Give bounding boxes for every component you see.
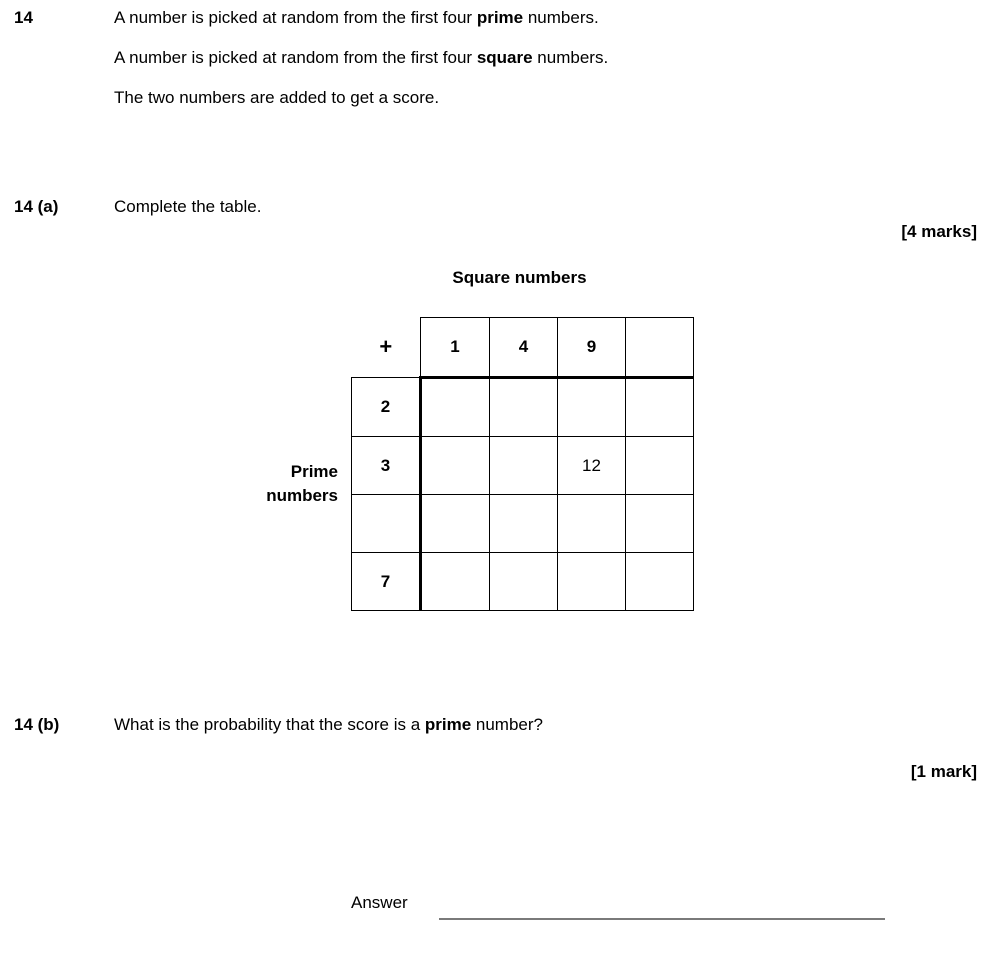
grid-cell-empty[interactable]	[421, 553, 490, 611]
answer-label: Answer	[351, 893, 408, 912]
column-axis-title: Square numbers	[452, 268, 587, 287]
question-line-1-pre: A number is picked at random from the first four	[114, 8, 477, 27]
question-line-2-post: numbers.	[532, 48, 609, 67]
question-line-2-pre: A number is picked at random from the first four	[114, 48, 477, 67]
part-a-text: Complete the table.	[114, 197, 262, 216]
part-a-label: 14 (a)	[14, 197, 59, 216]
row-header-7: 7	[352, 553, 421, 611]
grid-row	[352, 553, 694, 611]
column-header-blank[interactable]	[626, 318, 694, 378]
row-header-blank[interactable]	[352, 495, 421, 553]
grid-row	[352, 378, 694, 437]
part-b-text-pre: What is the probability that the score is a	[114, 715, 425, 734]
grid-cell-empty[interactable]	[558, 495, 626, 553]
question-line-1-bold: prime	[476, 8, 524, 27]
column-header-9: 9	[558, 318, 626, 378]
grid-cell-empty[interactable]	[558, 378, 626, 437]
grid-cell-empty[interactable]	[626, 378, 694, 437]
part-b-label: 14 (b)	[14, 715, 60, 734]
grid-header-row	[352, 318, 694, 378]
question-line-2	[114, 48, 608, 68]
grid-corner-plus-cell: +	[379, 334, 393, 360]
grid-cell-empty[interactable]	[490, 553, 558, 611]
question-line-3-pre: The two numbers are added to get a score.	[114, 88, 440, 107]
row-header-2: 2	[352, 378, 421, 437]
part-b-text	[114, 715, 543, 735]
grid-cell-empty[interactable]	[626, 495, 694, 553]
column-header-1: 1	[421, 318, 490, 378]
row-axis-title-line-2: numbers	[266, 486, 338, 505]
grid-cell-12[interactable]: 12	[558, 437, 626, 495]
question-line-2-bold: square	[476, 48, 533, 67]
part-b-text-post: number?	[471, 715, 543, 734]
part-b-text-bold: prime	[424, 715, 472, 734]
grid-cell-empty[interactable]	[626, 437, 694, 495]
grid-cell-empty[interactable]	[421, 437, 490, 495]
column-header-4: 4	[490, 318, 558, 378]
answer-row	[351, 893, 911, 923]
grid-cell-empty[interactable]	[421, 378, 490, 437]
row-header-3: 3	[352, 437, 421, 495]
sample-space-grid	[351, 317, 694, 611]
grid-cell-empty[interactable]	[421, 495, 490, 553]
question-line-3	[114, 88, 439, 108]
grid-cell-empty[interactable]	[626, 553, 694, 611]
grid-cell-empty[interactable]	[490, 378, 558, 437]
part-b-marks: [1 mark]	[910, 762, 977, 781]
sample-space-table	[351, 317, 694, 611]
question-number: 14	[14, 8, 33, 27]
question-line-1	[114, 8, 599, 28]
answer-write-in-line[interactable]	[439, 918, 885, 920]
grid-row	[352, 495, 694, 553]
grid-cell-empty[interactable]	[490, 437, 558, 495]
question-line-1-post: numbers.	[523, 8, 599, 27]
row-axis-title	[170, 460, 338, 508]
row-axis-title-line-1: Prime	[290, 462, 338, 481]
grid-cell-empty[interactable]	[558, 553, 626, 611]
grid-cell-empty[interactable]	[490, 495, 558, 553]
grid-row	[352, 437, 694, 495]
part-a-marks: [4 marks]	[901, 222, 977, 241]
